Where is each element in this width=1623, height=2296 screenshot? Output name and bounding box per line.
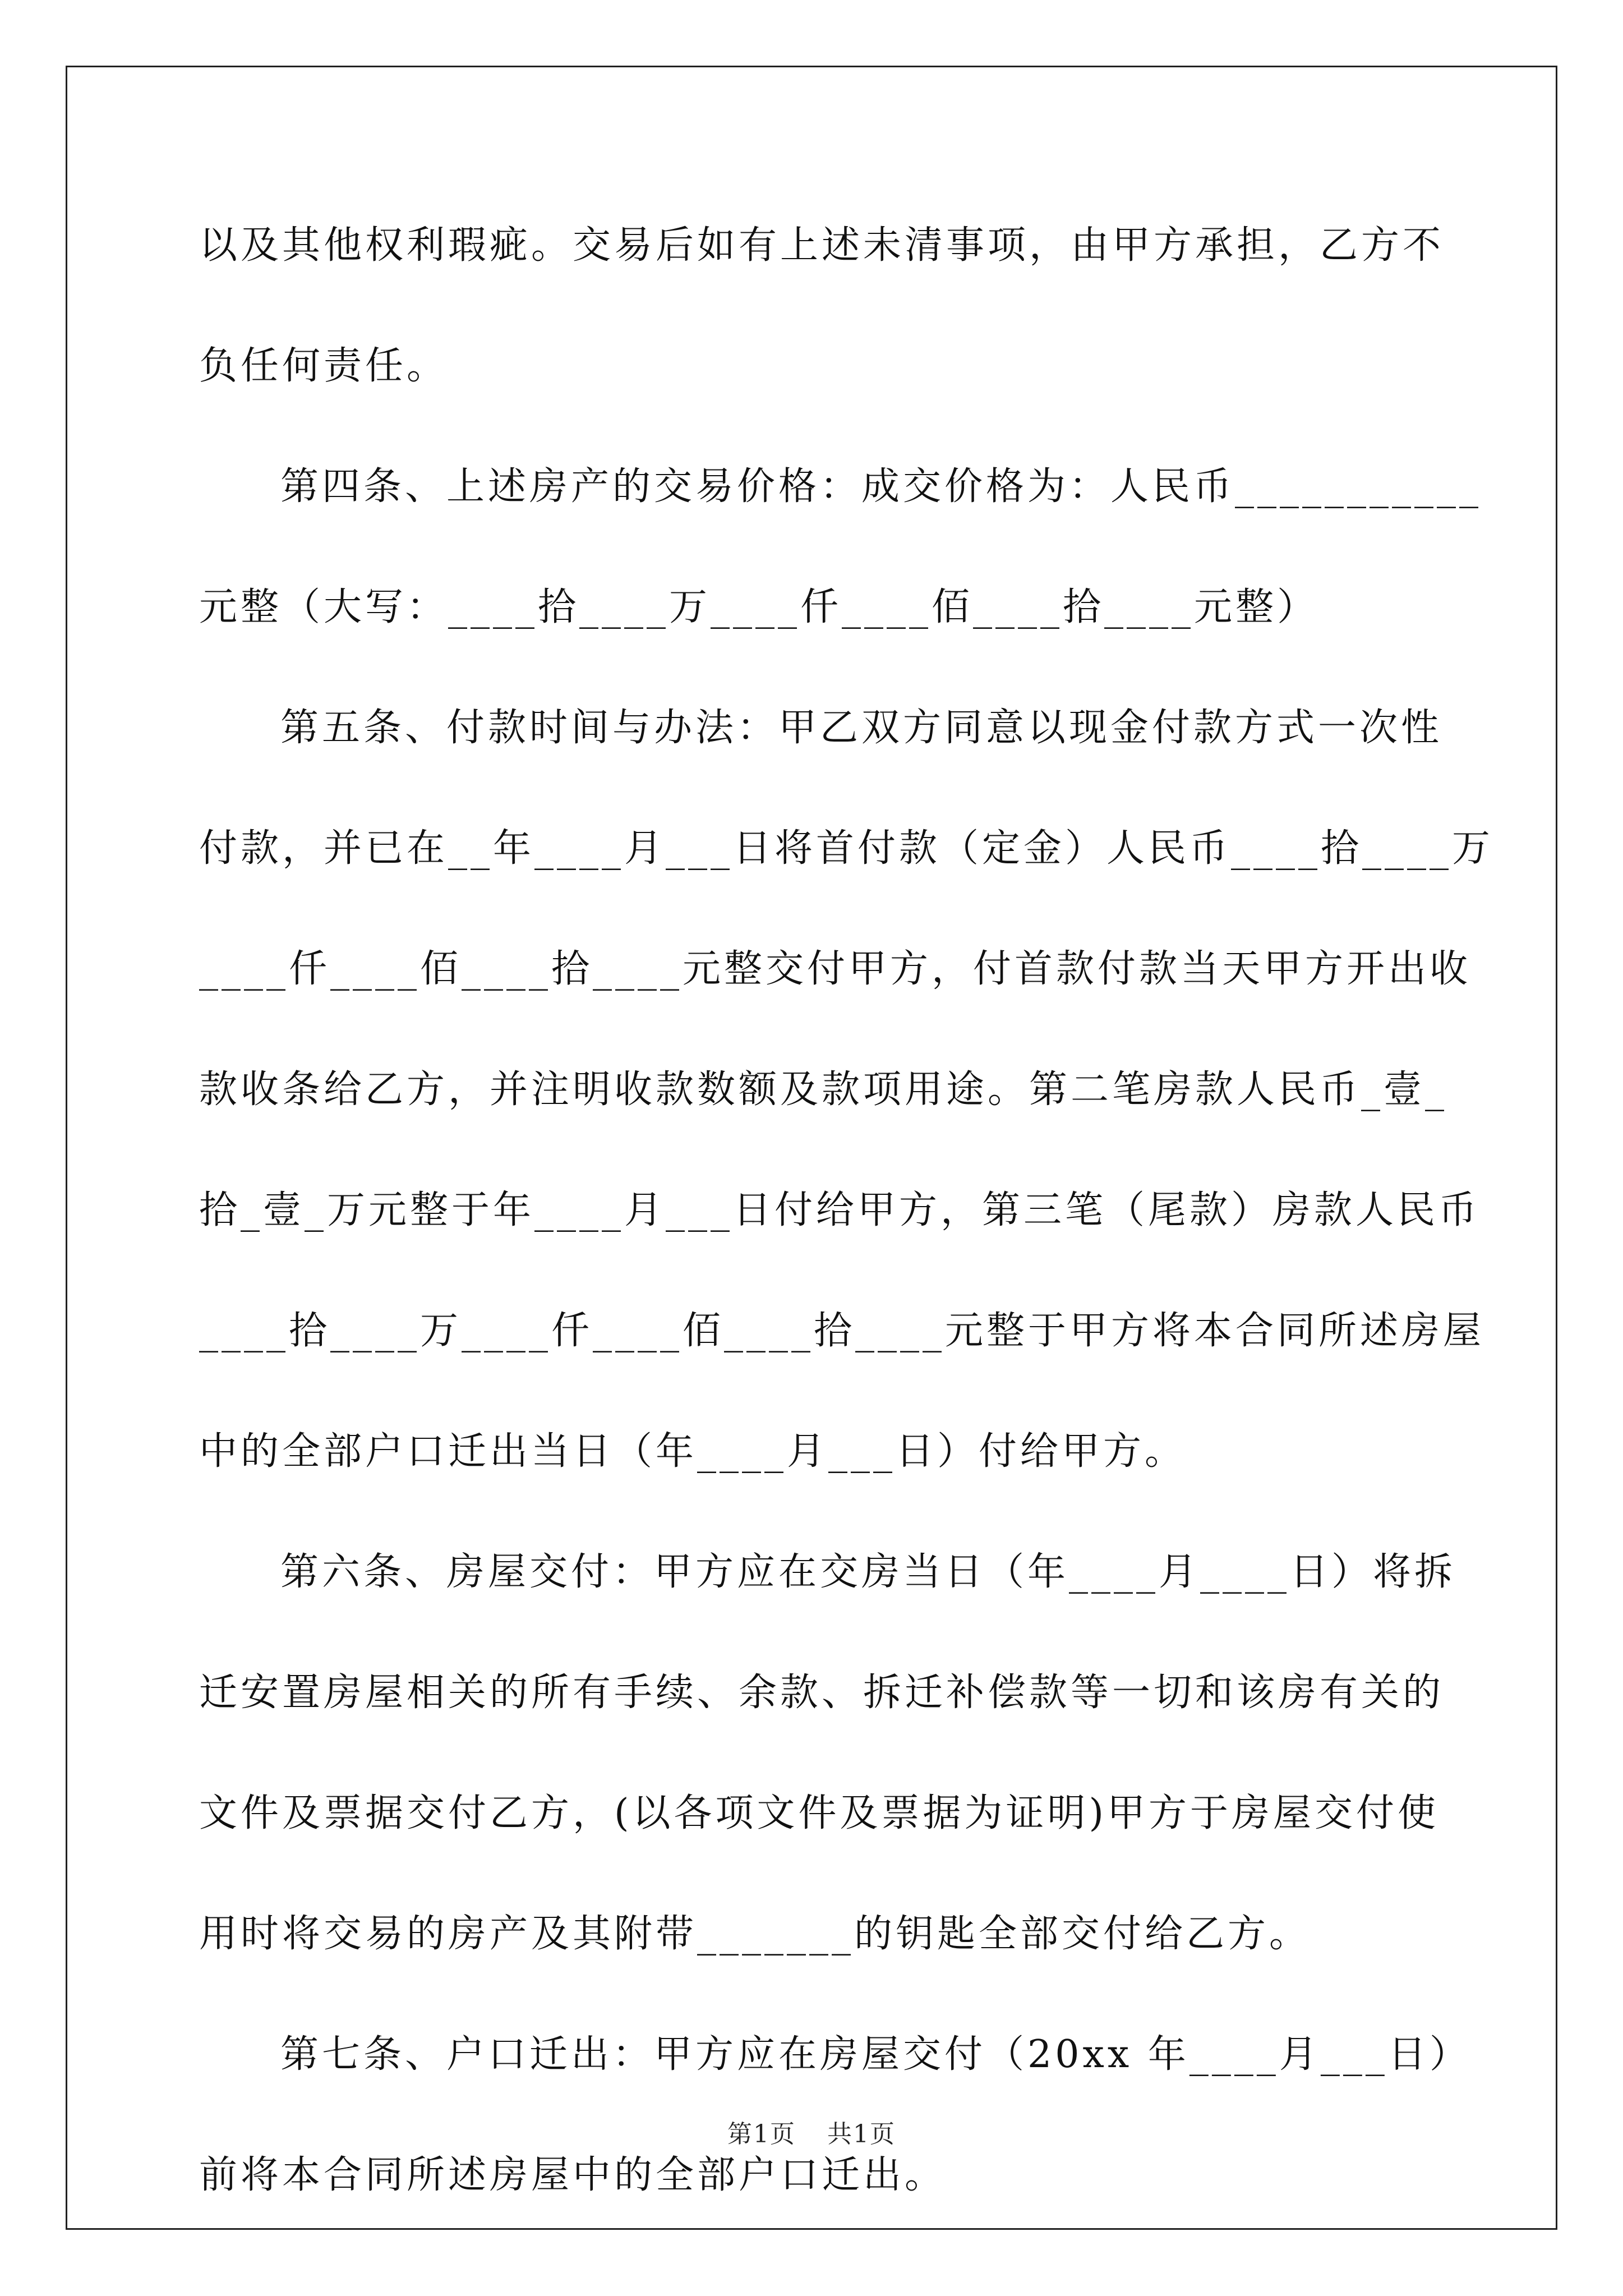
text-line: 第四条、上述房产的交易价格：成交价格为：人民币___________ (280, 464, 1482, 509)
text-line: 第七条、户口迁出：甲方应在房屋交付（20xx 年____月___日） (280, 2032, 1471, 2077)
paragraph-article-4 (199, 426, 1482, 668)
text-line: ____仟____佰____拾____元整交付甲方，付首款付款当天甲方开出收 (199, 947, 1472, 991)
document-body (199, 185, 1494, 2235)
text-line: ____拾____万____仟____佰____拾____元整于甲方将本合同所述房屋 (199, 1309, 1485, 1353)
page-footer (0, 2114, 1623, 2150)
text-line: 第五条、付款时间与办法：甲乙双方同意以现金付款方式一次性 (280, 706, 1443, 750)
paragraph-article-5 (199, 668, 1494, 1512)
page-number-current: 第1页 (727, 2120, 796, 2148)
text-line: 拾_壹_万元整于年____月___日付给甲方，第三笔（尾款）房款人民币 (199, 1188, 1481, 1232)
text-line: 以及其他权利瑕疵。交易后如有上述未清事项，由甲方承担，乙方不 (199, 223, 1445, 268)
paragraph-continued (199, 185, 1445, 426)
text-line: 用时将交易的房产及其附带_______的钥匙全部交付给乙方。 (199, 1912, 1311, 1956)
text-line: 负任何责任。 (199, 344, 449, 388)
text-line: 付款，并已在__年____月___日将首付款（定金）人民币____拾____万 (199, 826, 1494, 871)
text-line: 元整（大写：____拾____万____仟____佰____拾____元整） (199, 585, 1319, 629)
paragraph-article-6 (199, 1512, 1456, 1994)
page-number-total: 共1页 (827, 2120, 896, 2148)
text-line: 文件及票据交付乙方，(以各项文件及票据为证明)甲方于房屋交付使 (199, 1791, 1440, 1835)
text-line: 中的全部户口迁出当日（年____月___日）付给甲方。 (199, 1429, 1187, 1474)
text-line: 迁安置房屋相关的所有手续、余款、拆迁补偿款等一切和该房有关的 (199, 1671, 1445, 1715)
text-line: 款收条给乙方，并注明收款数额及款项用途。第二笔房款人民币_壹_ (199, 1068, 1448, 1112)
text-line: 第六条、房屋交付：甲方应在交房当日（年____月____日）将拆 (280, 1550, 1456, 1594)
text-line: 前将本合同所述房屋中的全部户口迁出。 (199, 2153, 947, 2197)
